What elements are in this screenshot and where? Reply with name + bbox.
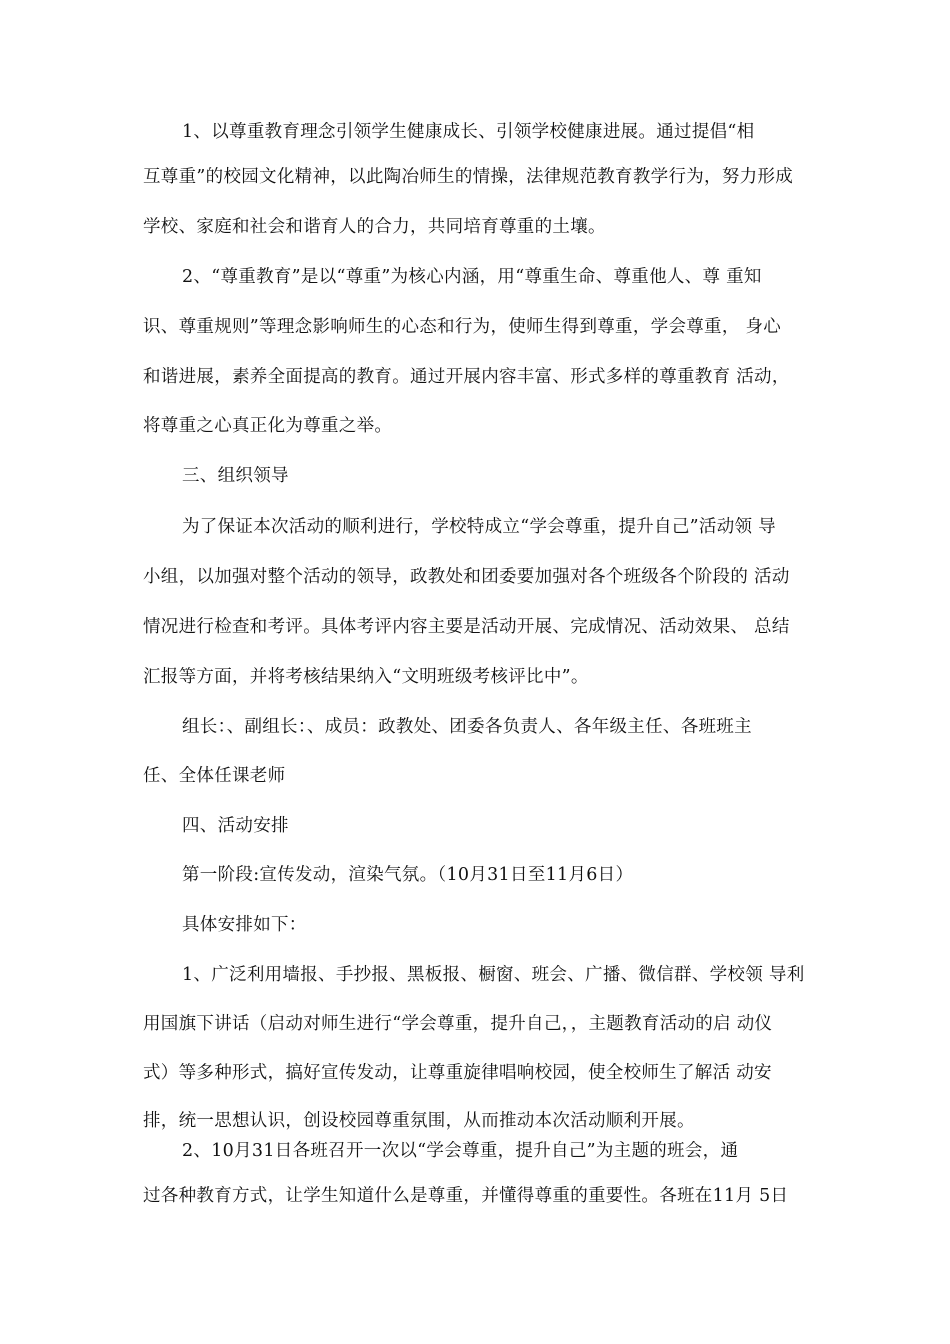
text-line-21 [0,1106,950,1136]
text-line-10 [0,562,950,592]
paragraph-text: 为了保证本次活动的顺利进行，学校特成立“学会尊重，提升自己”活动领 导 [182,517,776,537]
paragraph-text: 学校、家庭和社会和谐育人的合力，共同培育尊重的土壤。 [143,217,606,237]
text-line-22 [0,1136,950,1166]
text-line-7 [0,411,950,441]
text-line-17 [0,910,950,940]
text-line-6 [0,362,950,392]
text-line-20 [0,1058,950,1088]
text-line-14 [0,761,950,791]
text-line-23 [0,1181,950,1211]
paragraph-text: 汇报等方面，并将考核结果纳入“文明班级考核评比中”。 [143,667,589,687]
paragraph-text: 2、10月31日各班召开一次以“学会尊重，提升自己”为主题的班会，通 [182,1141,739,1161]
paragraph-text: 式）等多种形式，搞好宣传发动，让尊重旋律唱响校园，使全校师生了解活 动安 [143,1063,772,1083]
section-heading-text: 四、活动安排 [182,816,289,836]
text-line-18 [0,960,950,990]
text-line-11 [0,612,950,642]
paragraph-text: 具体安排如下： [182,915,307,935]
text-line-13 [0,712,950,742]
text-line-19 [0,1009,950,1039]
text-line-4 [0,262,950,292]
paragraph-text: 情况进行检查和考评。具体考评内容主要是活动开展、完成情况、活动效果、 总结 [143,617,790,637]
section-heading [0,811,950,841]
paragraph-text: 1、广泛利用墙报、手抄报、黑板报、橱窗、班会、广播、微信群、学校领 导利 [182,965,805,985]
paragraph-text: 小组，以加强对整个活动的领导，政教处和团委要加强对各个班级各个阶段的 活动 [143,567,790,587]
paragraph-text: 将尊重之心真正化为尊重之举。 [143,416,393,436]
paragraph-text: 用国旗下讲话（启动对师生进行“学会尊重，提升自己，，主题教育活动的启 动仪 [143,1014,773,1034]
section-heading [0,461,950,491]
paragraph-text: 第一阶段:宣传发动，渲染气氛。（10月31日至11月6日） [182,865,634,885]
paragraph-text: 互尊重”的校园文化精神，以此陶冶师生的情操，法律规范教育教学行为，努力形成 [143,167,794,187]
paragraph-text: 过各种教育方式，让学生知道什么是尊重，并懂得尊重的重要性。各班在11月 5日 [143,1186,789,1206]
paragraph-text: 组长：、副组长：、成员：政教处、团委各负责人、各年级主任、各班班主 [182,717,752,737]
paragraph-text: 任、全体任课老师 [143,766,286,786]
paragraph-text: 识、尊重规则”等理念影响师生的心态和行为，使师生得到尊重，学会尊重， 身心 [143,317,782,337]
text-line-3 [0,212,950,242]
section-heading-text: 三、组织领导 [182,466,289,486]
paragraph-text: 排，统一思想认识，创设校园尊重氛围，从而推动本次活动顺利开展。 [143,1111,695,1131]
paragraph-text: 1、以尊重教育理念引领学生健康成长、引领学校健康进展。通过提倡“相 [182,122,755,142]
paragraph-text: 2、“尊重教育”是以“尊重”为核心内涵，用“尊重生命、尊重他人、尊 重知 [182,267,762,287]
text-line-12 [0,662,950,692]
text-line-5 [0,312,950,342]
text-line-9 [0,512,950,542]
paragraph-text: 和谐进展，素养全面提高的教育。通过开展内容丰富、形式多样的尊重教育 活动， [143,367,790,387]
text-line-1 [0,117,950,147]
text-line-2 [0,162,950,192]
text-line-16 [0,860,950,890]
